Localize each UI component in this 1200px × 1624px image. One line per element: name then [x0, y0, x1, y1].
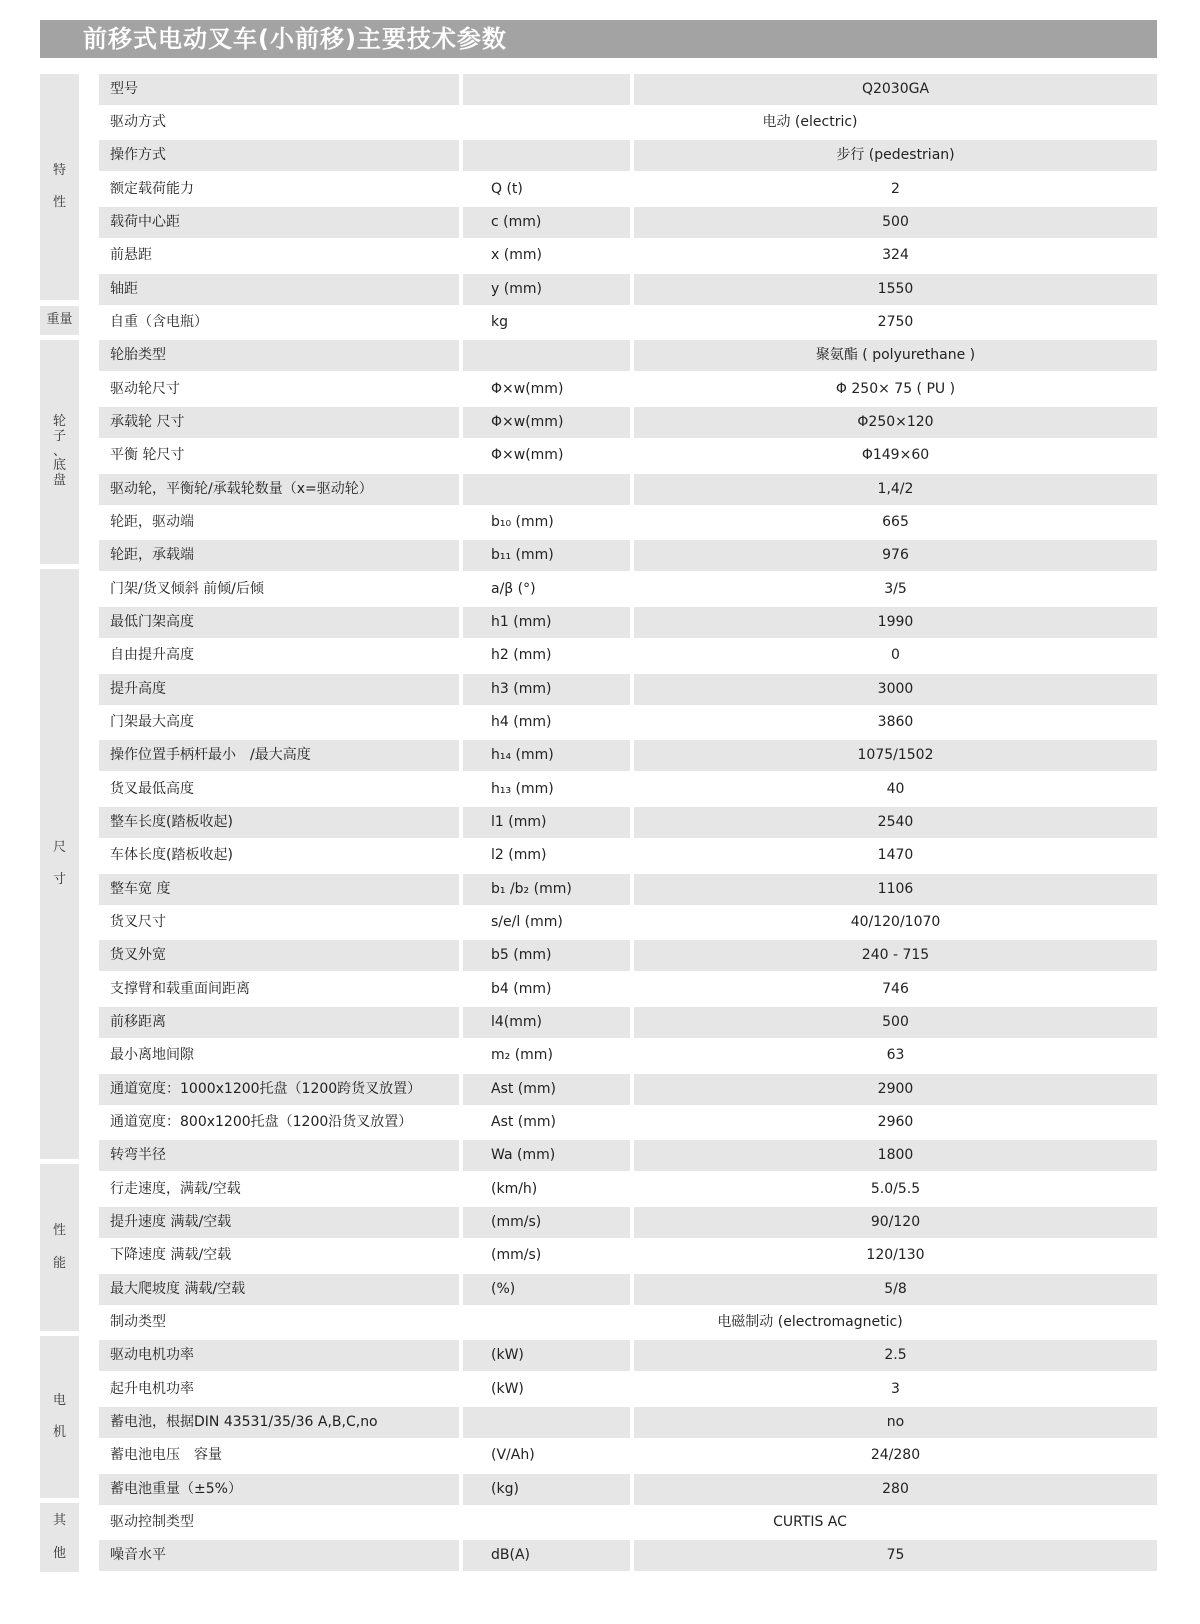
- value-cell: 665: [882, 514, 909, 530]
- table-row: [99, 774, 1157, 805]
- unit-cell: b₁₁ (mm): [463, 540, 630, 571]
- unit-cell: c (mm): [463, 207, 630, 238]
- table-row: [99, 974, 1157, 1005]
- category-label: 尺 寸: [52, 839, 66, 888]
- table-row: [99, 1274, 1157, 1305]
- unit-cell: [463, 340, 630, 371]
- unit-cell: [463, 74, 630, 105]
- param-name-cell: 平衡 轮尺寸: [110, 447, 185, 463]
- unit-cell: l2 (mm): [491, 847, 547, 863]
- value-cell: 24/280: [870, 1447, 921, 1463]
- value-cell: Q2030GA: [634, 74, 1157, 105]
- table-row: [99, 707, 1157, 738]
- value-cell: Φ 250× 75 ( PU ): [835, 381, 956, 397]
- param-name-cell: 转弯半径: [99, 1140, 459, 1171]
- value-cell: 1550: [634, 274, 1157, 305]
- param-name-cell: 前移距离: [99, 1007, 459, 1038]
- value-cell: 1075/1502: [634, 740, 1157, 771]
- value-cell: 1106: [634, 874, 1157, 905]
- param-name-cell: 货叉最低高度: [110, 781, 194, 797]
- unit-cell: Φ×w(mm): [463, 407, 630, 438]
- category-label: 电 机: [52, 1392, 66, 1441]
- unit-cell: m₂ (mm): [491, 1047, 553, 1063]
- table-row: [99, 1074, 1157, 1105]
- unit-cell: (mm/s): [491, 1247, 542, 1263]
- table-row: [99, 174, 1157, 205]
- value-cell: 500: [634, 1007, 1157, 1038]
- unit-cell: b₁ /b₂ (mm): [463, 874, 630, 905]
- unit-cell: dB(A): [463, 1540, 630, 1571]
- unit-cell: h1 (mm): [463, 607, 630, 638]
- table-row: [99, 507, 1157, 538]
- unit-cell: [463, 474, 630, 505]
- table-row: [99, 440, 1157, 471]
- unit-cell: h2 (mm): [491, 647, 552, 663]
- unit-cell: (kg): [463, 1474, 630, 1505]
- param-name-cell: 起升电机功率: [110, 1381, 194, 1397]
- value-cell: 2960: [877, 1114, 914, 1130]
- param-name-cell: 载荷中心距: [99, 207, 459, 238]
- table-row: [99, 1174, 1157, 1205]
- value-cell: 5.0/5.5: [870, 1181, 921, 1197]
- table-row: [99, 907, 1157, 938]
- unit-cell: Ast (mm): [491, 1114, 557, 1130]
- param-name-cell: 自由提升高度: [110, 647, 194, 663]
- unit-cell: l4(mm): [463, 1007, 630, 1038]
- param-name-cell: 通道宽度：800x1200托盘（1200沿货叉放置）: [110, 1114, 413, 1130]
- category-other: [40, 1503, 79, 1572]
- value-cell: 2750: [877, 314, 914, 330]
- param-name-cell: 驱动方式: [110, 114, 166, 130]
- unit-cell: h4 (mm): [491, 714, 552, 730]
- unit-cell: b5 (mm): [463, 940, 630, 971]
- table-row: [99, 240, 1157, 271]
- value-cell: 3/5: [884, 581, 907, 597]
- table-row: [99, 207, 1157, 238]
- param-name-cell: 门架/货叉倾斜 前倾/后倾: [110, 581, 264, 597]
- category-dimensions: [40, 569, 79, 1159]
- unit-cell: (V/Ah): [491, 1447, 535, 1463]
- value-cell: 2900: [634, 1074, 1157, 1105]
- param-name-cell: 下降速度 满载/空载: [110, 1247, 232, 1263]
- param-name-cell: 驱动轮尺寸: [110, 381, 180, 397]
- unit-cell: l1 (mm): [463, 807, 630, 838]
- unit-cell: kg: [491, 314, 508, 330]
- table-row: [99, 74, 1157, 105]
- value-cell: 976: [634, 540, 1157, 571]
- param-name-cell: 型号: [99, 74, 459, 105]
- table-row: [99, 374, 1157, 405]
- unit-cell: y (mm): [463, 274, 630, 305]
- param-name-cell: 整车宽 度: [99, 874, 459, 905]
- param-name-cell: 轮胎类型: [99, 340, 459, 371]
- table-row: [99, 1407, 1157, 1438]
- value-cell: 90/120: [634, 1207, 1157, 1238]
- unit-cell: (mm/s): [463, 1207, 630, 1238]
- param-name-cell: 行走速度，满载/空载: [110, 1181, 241, 1197]
- table-row: [99, 107, 1157, 138]
- unit-cell: Q (t): [491, 181, 523, 197]
- unit-cell: b₁₀ (mm): [491, 514, 554, 530]
- param-name-cell: 承载轮 尺寸: [99, 407, 459, 438]
- param-name-cell: 货叉尺寸: [110, 914, 166, 930]
- param-name-cell: 噪音水平: [99, 1540, 459, 1571]
- unit-cell: a/β (°): [491, 581, 536, 597]
- table-row: [99, 1540, 1157, 1571]
- title-bar: [40, 20, 1157, 58]
- table-row: [99, 874, 1157, 905]
- category-weight: [40, 306, 79, 335]
- unit-cell: b4 (mm): [491, 981, 552, 997]
- param-name-cell: 操作位置手柄杆最小 /最大高度: [99, 740, 459, 771]
- value-cell: 5/8: [634, 1274, 1157, 1305]
- param-name-cell: 前悬距: [110, 247, 152, 263]
- table-row: [99, 607, 1157, 638]
- table-row: [99, 274, 1157, 305]
- param-name-cell: 通道宽度：1000x1200托盘（1200跨货叉放置）: [99, 1074, 459, 1105]
- value-cell: 电动 (electric): [762, 114, 858, 130]
- category-label: 轮 子 、 底 盘: [52, 413, 66, 489]
- table-row: [99, 840, 1157, 871]
- param-name-cell: 提升速度 满载/空载: [99, 1207, 459, 1238]
- table-row: [99, 1507, 1157, 1538]
- value-cell: 3000: [634, 674, 1157, 705]
- param-name-cell: 驱动轮，平衡轮/承载轮数量（x=驱动轮）: [99, 474, 459, 505]
- unit-cell: Φ×w(mm): [491, 447, 564, 463]
- table-row: [99, 1440, 1157, 1471]
- param-name-cell: 轮距，承载端: [99, 540, 459, 571]
- unit-cell: (%): [463, 1274, 630, 1305]
- value-cell: 电磁制动 (electromagnetic): [717, 1314, 903, 1330]
- unit-cell: (kW): [491, 1381, 524, 1397]
- value-cell: 3860: [877, 714, 914, 730]
- table-row: [99, 474, 1157, 505]
- value-cell: 63: [886, 1047, 905, 1063]
- param-name-cell: 车体长度(踏板收起): [110, 847, 233, 863]
- category-performance: [40, 1164, 79, 1331]
- value-cell: 120/130: [866, 1247, 925, 1263]
- value-cell: 240 - 715: [634, 940, 1157, 971]
- table-row: [99, 1474, 1157, 1505]
- param-name-cell: 整车长度(踏板收起): [99, 807, 459, 838]
- value-cell: 40: [886, 781, 905, 797]
- table-row: [99, 407, 1157, 438]
- unit-cell: Φ×w(mm): [491, 381, 564, 397]
- param-name-cell: 门架最大高度: [110, 714, 194, 730]
- param-name-cell: 货叉外宽: [99, 940, 459, 971]
- value-cell: 40/120/1070: [850, 914, 941, 930]
- table-row: [99, 1340, 1157, 1371]
- value-cell: 2.5: [634, 1340, 1157, 1371]
- table-row: [99, 674, 1157, 705]
- unit-cell: s/e/l (mm): [491, 914, 563, 930]
- param-name-cell: 提升高度: [99, 674, 459, 705]
- value-cell: 280: [634, 1474, 1157, 1505]
- param-name-cell: 驱动控制类型: [110, 1514, 194, 1530]
- param-name-cell: 最大爬坡度 满载/空载: [99, 1274, 459, 1305]
- param-name-cell: 驱动电机功率: [99, 1340, 459, 1371]
- category-characteristics: [40, 74, 79, 300]
- value-cell: 1990: [634, 607, 1157, 638]
- param-name-cell: 操作方式: [99, 140, 459, 171]
- value-cell: 324: [882, 247, 909, 263]
- value-cell: 聚氨酯 ( polyurethane ): [634, 340, 1157, 371]
- unit-cell: (km/h): [491, 1181, 538, 1197]
- param-name-cell: 最小离地间隙: [110, 1047, 194, 1063]
- param-name-cell: 最低门架高度: [99, 607, 459, 638]
- value-cell: 500: [634, 207, 1157, 238]
- unit-cell: h3 (mm): [463, 674, 630, 705]
- unit-cell: Wa (mm): [463, 1140, 630, 1171]
- unit-cell: Ast (mm): [463, 1074, 630, 1105]
- param-name-cell: 制动类型: [110, 1314, 166, 1330]
- category-label: 特 性: [52, 162, 66, 211]
- param-name-cell: 轮距，驱动端: [110, 514, 194, 530]
- table-row: [99, 307, 1157, 338]
- value-cell: 3: [891, 1381, 900, 1397]
- unit-cell: h₁₄ (mm): [463, 740, 630, 771]
- table-row: [99, 1307, 1157, 1338]
- category-wheels-chassis: [40, 340, 79, 564]
- unit-cell: (kW): [463, 1340, 630, 1371]
- param-name-cell: 蓄电池重量（±5%）: [99, 1474, 459, 1505]
- table-row: [99, 1040, 1157, 1071]
- table-row: [99, 1207, 1157, 1238]
- category-label: 重量: [46, 312, 73, 328]
- table-row: [99, 740, 1157, 771]
- table-row: [99, 807, 1157, 838]
- table-row: [99, 140, 1157, 171]
- table-row: [99, 1374, 1157, 1405]
- category-label: 性 能: [52, 1223, 66, 1271]
- table-row: [99, 1007, 1157, 1038]
- value-cell: no: [634, 1407, 1157, 1438]
- category-motor: [40, 1336, 79, 1498]
- table-row: [99, 340, 1157, 371]
- unit-cell: x (mm): [491, 247, 542, 263]
- page-title: 前移式电动叉车(小前移)主要技术参数: [83, 25, 507, 53]
- param-name-cell: 支撑臂和载重面间距离: [110, 981, 250, 997]
- value-cell: 1800: [634, 1140, 1157, 1171]
- value-cell: CURTIS AC: [773, 1514, 847, 1530]
- param-name-cell: 额定载荷能力: [110, 181, 194, 197]
- value-cell: 步行 (pedestrian): [634, 140, 1157, 171]
- param-name-cell: 自重（含电瓶）: [110, 314, 208, 330]
- table-row: [99, 640, 1157, 671]
- category-label: 其 他: [52, 1513, 66, 1561]
- value-cell: 2: [891, 181, 900, 197]
- table-row: [99, 940, 1157, 971]
- param-name-cell: 蓄电池，根据DIN 43531/35/36 A,B,C,no: [99, 1407, 459, 1438]
- value-cell: Φ149×60: [861, 447, 930, 463]
- value-cell: 1470: [877, 847, 914, 863]
- value-cell: 1,4/2: [634, 474, 1157, 505]
- table-row: [99, 1107, 1157, 1138]
- value-cell: 2540: [634, 807, 1157, 838]
- table-row: [99, 1240, 1157, 1271]
- value-cell: 75: [634, 1540, 1157, 1571]
- unit-cell: [463, 140, 630, 171]
- param-name-cell: 蓄电池电压 容量: [110, 1447, 222, 1463]
- table-row: [99, 1140, 1157, 1171]
- unit-cell: h₁₃ (mm): [491, 781, 554, 797]
- unit-cell: [463, 1407, 630, 1438]
- param-name-cell: 轴距: [99, 274, 459, 305]
- table-row: [99, 540, 1157, 571]
- value-cell: 0: [891, 647, 900, 663]
- value-cell: 746: [882, 981, 909, 997]
- table-row: [99, 574, 1157, 605]
- value-cell: Φ250×120: [634, 407, 1157, 438]
